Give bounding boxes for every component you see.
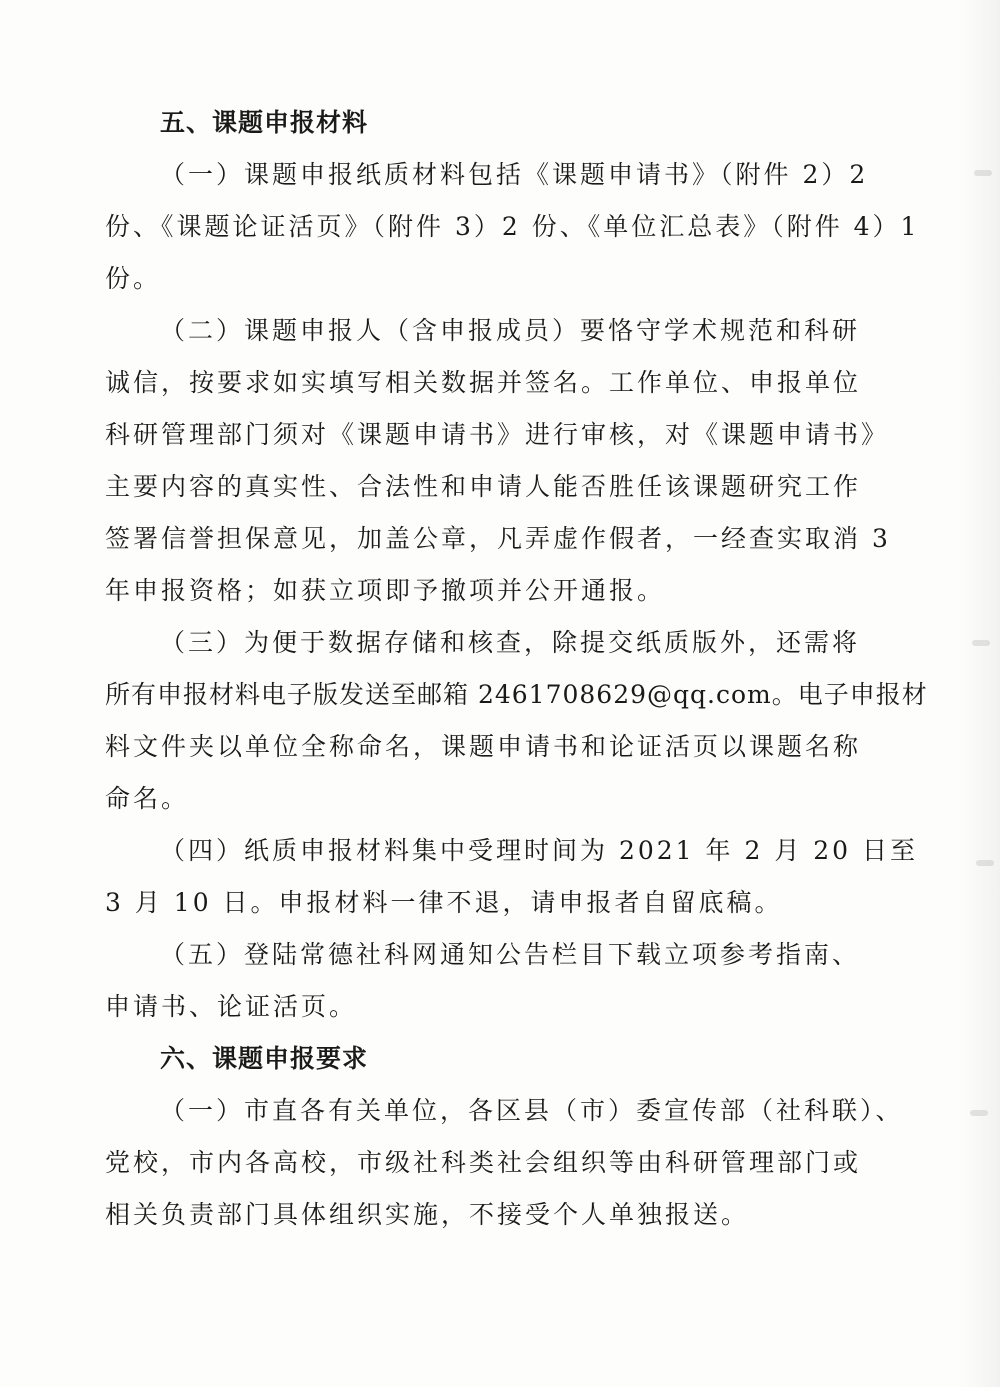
s5-p1-line3: 份。 — [105, 264, 162, 293]
s6-p1-line2: 党校，市内各高校，市级社科类社会组织等由科研管理部门或 — [105, 1148, 862, 1177]
s5-p1-line1: （一）课题申报纸质材料包括《课题申请书》（附件 2）2 — [160, 160, 869, 189]
s5-p2-line6: 年申报资格；如获立项即予撤项并公开通报。 — [105, 576, 666, 605]
scan-edge-shadow — [960, 0, 1000, 1387]
s5-p3-line1: （三）为便于数据存储和核查，除提交纸质版外，还需将 — [160, 628, 861, 657]
s5-p3-line3: 料文件夹以单位全称命名，课题申请书和论证活页以课题名称 — [105, 732, 862, 761]
s6-p1-line1: （一）市直各有关单位，各区县（市）委宣传部（社科联）、 — [160, 1096, 904, 1125]
s5-p4-line2: 3 月 10 日。申报材料一律不退，请申报者自留底稿。 — [105, 888, 783, 917]
s6-p1-line3: 相关负责部门具体组织实施，不接受个人单独报送。 — [105, 1200, 750, 1229]
bleed-through-mark — [972, 640, 990, 646]
s5-p2-line4: 主要内容的真实性、合法性和申请人能否胜任该课题研究工作 — [105, 472, 862, 501]
bleed-through-mark — [976, 860, 994, 866]
s5-p3-line4: 命名。 — [105, 784, 190, 813]
section-6-heading: 六、课题申报要求 — [160, 1044, 369, 1073]
bleed-through-mark — [974, 170, 992, 176]
s5-p2-line5: 签署信誉担保意见，加盖公章，凡弄虚作假者，一经查实取消 3 — [105, 524, 891, 553]
s5-p3-line2: 所有申报材料电子版发送至邮箱 2461708629@qq.com。电子申报材 — [105, 680, 928, 709]
s5-p5-line2: 申请书、论证活页。 — [105, 992, 358, 1021]
s5-p2-line1: （二）课题申报人（含申报成员）要恪守学术规范和科研 — [160, 316, 861, 345]
section-5-heading: 五、课题申报材料 — [160, 108, 369, 137]
s5-p1-line2: 份、《课题论证活页》（附件 3）2 份、《单位汇总表》（附件 4）1 — [105, 212, 920, 241]
s5-p4-line1: （四）纸质申报材料集中受理时间为 2021 年 2 月 20 日至 — [160, 836, 919, 865]
s5-p2-line2: 诚信，按要求如实填写相关数据并签名。工作单位、申报单位 — [105, 368, 862, 397]
s5-p2-line3: 科研管理部门须对《课题申请书》进行审核，对《课题申请书》 — [105, 420, 890, 449]
s5-p5-line1: （五）登陆常德社科网通知公告栏目下载立项参考指南、 — [160, 940, 861, 969]
bleed-through-mark — [970, 1110, 988, 1116]
